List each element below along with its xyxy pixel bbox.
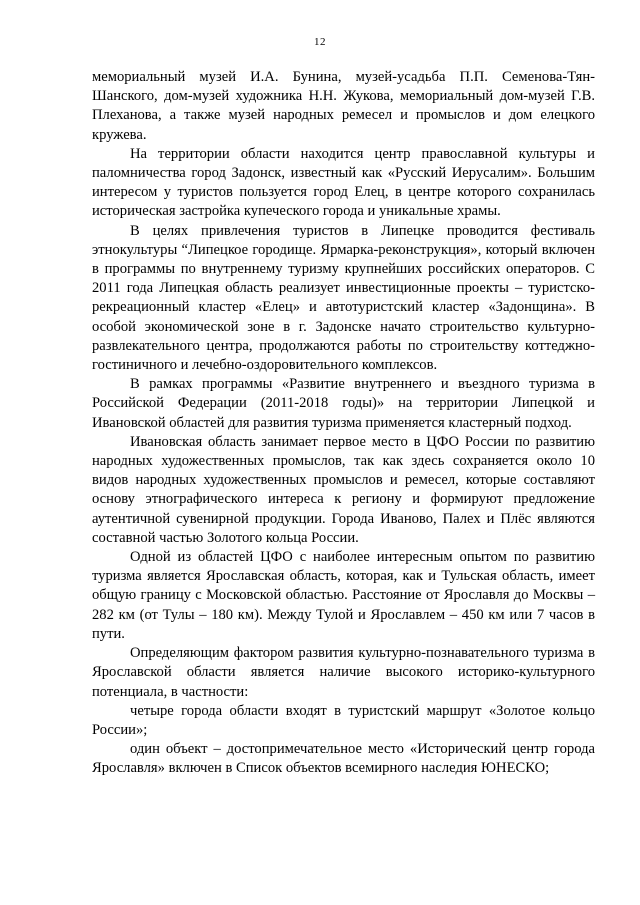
text-body	[92, 68, 595, 779]
page-number: 12	[314, 36, 326, 48]
paragraph-tourism-program: В рамках программы «Развитие внутреннего и въездного туризма в Российской Федерации (2011-2018 годы)» на территории Липецкой и Ивановской областей для развития туризма применяется кластерный подход.	[92, 376, 595, 431]
paragraph-lipetsk-festival: В целях привлечения туристов в Липецке проводится фестиваль этнокультуры “Липецкое городище. Ярмарка-реконструкция», который включен в программы по внутреннему туризму крупнейших российских операторов. С 2011 года Липецкая область реализует инвестиционные проекты – туристско-рекреационный кластер «Елец» и автотуристский кластер «Задонщина». В особой экономической зоне в г. Задонске начато строительство культурно-развлекательного центра, продолжаются работы по строительству коттеджно-гостиничного и лечебно-оздоровительного комплексов.	[92, 222, 595, 374]
paragraph-ivanovo: Ивановская область занимает первое место в ЦФО России по развитию народных художественных промыслов, так как здесь сохраняется около 10 видов народных художественных промыслов и ремесел, которые составляют основу этнографического интереса к региону и формируют предложение аутентичной сувенирной продукции. Города Иваново, Палех и Плёс являются составной частью Золотого кольца России.	[92, 433, 595, 546]
paragraph-museums: мемориальный музей И.А. Бунина, музей-усадьба П.П. Семенова-Тян-Шанского, дом-музей художника Н.Н. Жукова, мемориальный дом-музей Г.В. Плеханова, а также музей народных ремесел и промыслов и дом елецкого кружева.	[92, 69, 595, 143]
list-item-unesco: один объект – достопримечательное место «Исторический центр города Ярославля» включен в Список объектов всемирного наследия ЮНЕСКО;	[92, 741, 595, 777]
paragraph-yaroslavl: Одной из областей ЦФО с наиболее интересным опытом по развитию туризма является Ярославская область, которая, как и Тульская область, имеет общую границу с Московской областью. Расстояние от Ярославля до Москвы – 282 км (от Тулы – 180 км). Между Тулой и Ярославлем – 450 км или 7 часов в пути.	[92, 549, 595, 642]
paragraph-determining-factor: Определяющим фактором развития культурно-познавательного туризма в Ярославской области является наличие высокого историко-культурного потенциала, в частности:	[92, 645, 595, 700]
list-item-golden-ring: четыре города области входят в туристский маршрут «Золотое кольцо России»;	[92, 702, 595, 738]
paragraph-zadonsk: На территории области находится центр православной культуры и паломничества город Задонск, известный как «Русский Иерусалим». Большим интересом у туристов пользуется город Елец, в центре которого сохранилась историческая застройка купеческого города и уникальные храмы.	[92, 145, 595, 220]
